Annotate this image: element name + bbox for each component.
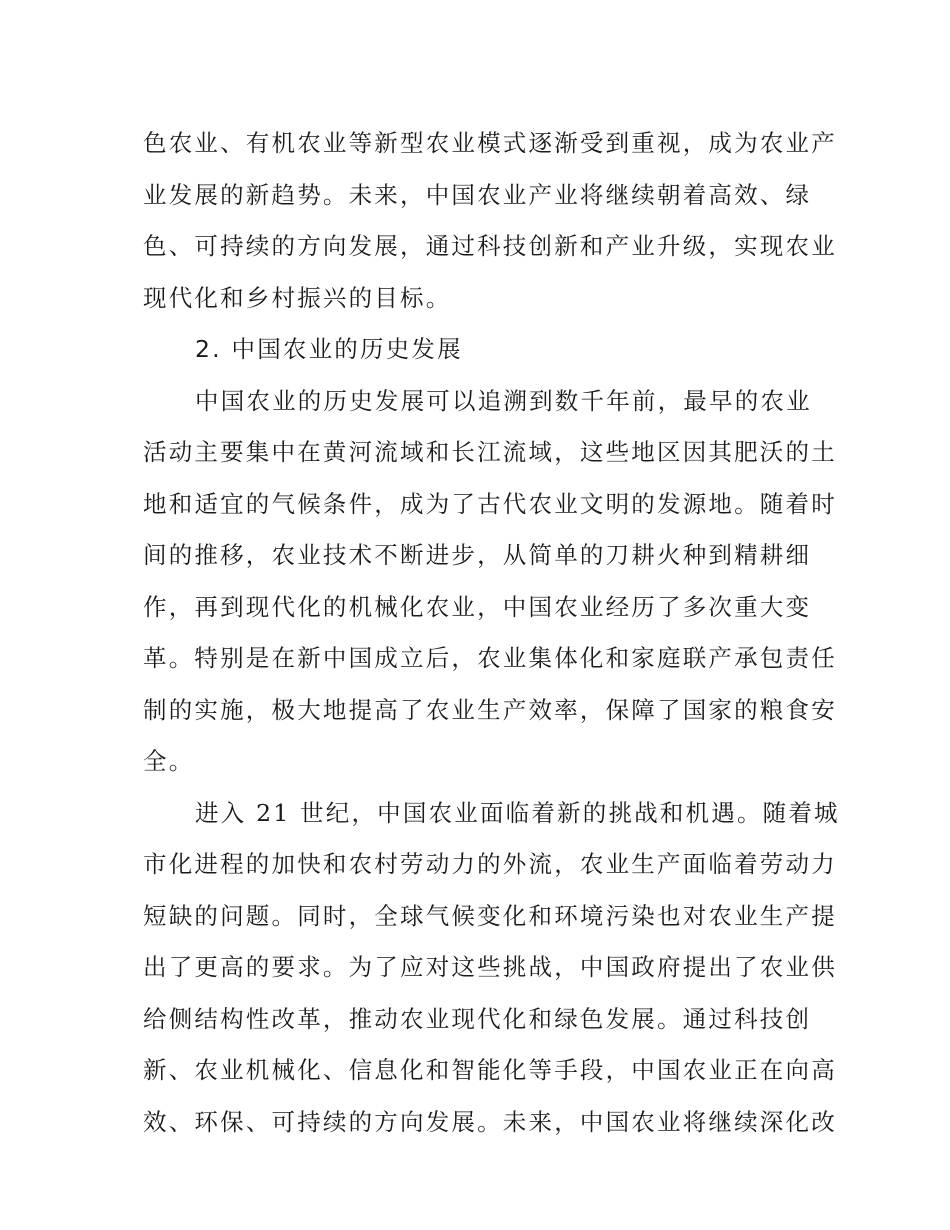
text-line: 地和适宜的气候条件，成为了古代农业文明的发源地。随着时 (143, 489, 837, 518)
text-line: 业发展的新趋势。未来，中国农业产业将继续朝着高效、绿 (143, 180, 812, 209)
paragraph-21st-century (143, 788, 840, 1149)
paragraph-history (143, 376, 837, 788)
text-line: 进入 21 世纪，中国农业面临着新的挑战和机遇。随着城 (195, 798, 840, 827)
text-line: 效、环保、可持续的方向发展。未来，中国农业将继续深化改 (143, 1107, 837, 1136)
text-line: 短缺的问题。同时，全球气候变化和环境污染也对农业生产提 (143, 901, 837, 930)
text-line: 出了更高的要求。为了应对这些挑战，中国政府提出了农业供 (143, 953, 837, 981)
text-line: 全。 (143, 747, 195, 775)
text-line: 革。特别是在新中国成立后，农业集体化和家庭联产承包责任 (143, 644, 837, 672)
text-line: 中国农业的历史发展可以追溯到数千年前，最早的农业 (195, 386, 812, 415)
text-line: 现代化和乡村振兴的目标。 (143, 283, 452, 312)
text-line: 间的推移，农业技术不断进步，从简单的刀耕火种到精耕细 (143, 541, 812, 569)
text-line: 新、农业机械化、信息化和智能化等手段，中国农业正在向高 (143, 1056, 837, 1084)
text-line: 色农业、有机农业等新型农业模式逐渐受到重视，成为农业产 (143, 129, 837, 157)
text-line: 给侧结构性改革，推动农业现代化和绿色发展。通过科技创 (143, 1004, 812, 1033)
text-line: 活动主要集中在黄河流域和长江流域，这些地区因其肥沃的土 (143, 438, 837, 466)
text-line: 色、可持续的方向发展，通过科技创新和产业升级，实现农业 (143, 232, 837, 260)
text-line: 市化进程的加快和农村劳动力的外流，农业生产面临着劳动力 (143, 850, 837, 878)
text-line: 作，再到现代化的机械化农业，中国农业经历了多次重大变 (143, 592, 812, 621)
document-body (143, 118, 840, 1148)
section-heading: 2. 中国农业的历史发展 (195, 335, 463, 363)
paragraph-continuation (143, 118, 837, 324)
text-line: 制的实施，极大地提高了农业生产效率，保障了国家的粮食安 (143, 695, 837, 724)
